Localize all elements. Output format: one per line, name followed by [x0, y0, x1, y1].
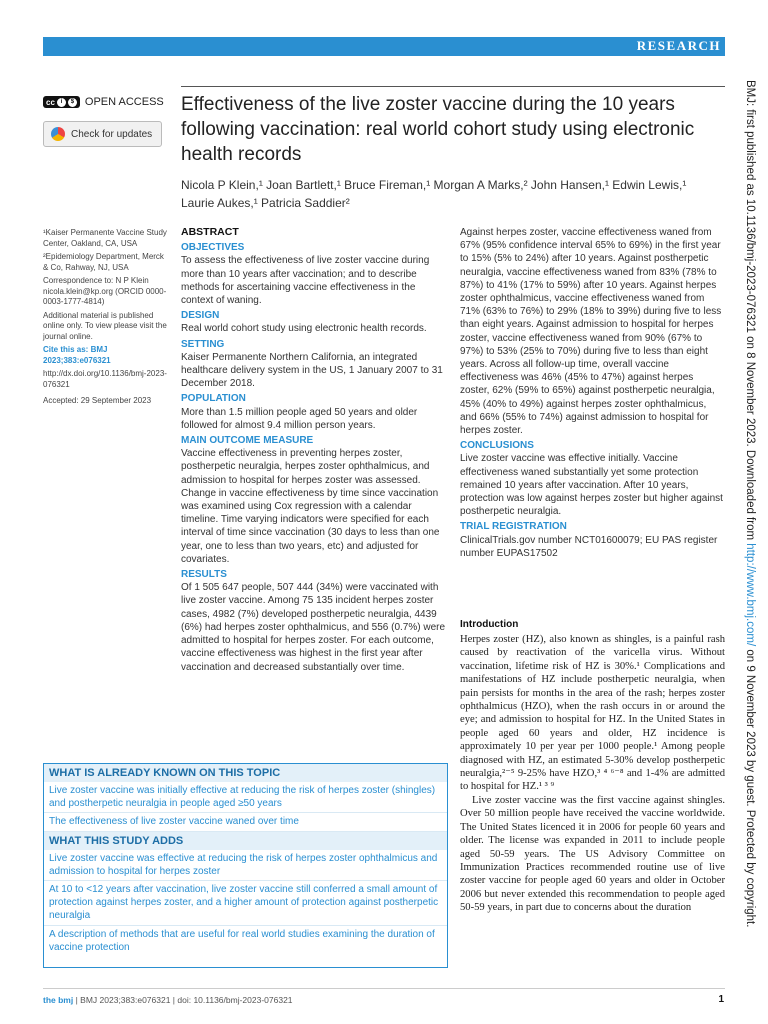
population-heading: POPULATION [181, 393, 246, 405]
vertical-text-a: BMJ: first published as 10.1136/bmj-2023-076321 on 8 November 2023. Downloaded from [744, 80, 756, 544]
open-access-label: OPEN ACCESS [84, 96, 164, 108]
correspondence: Correspondence to: N P Klein nicola.klein@kp.org (ORCID 0000-0003-1777-4814) [43, 276, 167, 306]
objectives-text: To assess the effectiveness of live zoster vaccine during more than 10 years after vaccination; and to describe methods for ascertaining vaccine effectiveness in the context of waning. [181, 255, 430, 307]
check-for-updates-button[interactable] [43, 121, 162, 147]
adds-item: A description of methods that are useful for real world studies examining the duration of vaccine protection [49, 928, 435, 953]
open-access-badge [43, 96, 164, 108]
accepted-date: Accepted: 29 September 2023 [43, 396, 152, 405]
journal-logo: the bmj [43, 995, 74, 1005]
introduction-body [460, 633, 725, 915]
footer-citation [43, 995, 293, 1005]
adds-item: Live zoster vaccine was effective at reducing the risk of herpes zoster ophthalmicus and admission to hospital for herpes zoster [44, 850, 447, 881]
bmj-link[interactable]: http://www.bmj.com/ [744, 543, 756, 647]
article-sidebar [43, 228, 168, 410]
article-title: Effectiveness of the live zoster vaccine during the 10 years following vaccination: real world cohort study using electronic health records [181, 94, 695, 165]
additional-material-note: Additional material is published online only. To view please visit the journal online. [43, 310, 167, 341]
section-banner [43, 37, 725, 56]
author-list: Nicola P Klein,¹ Joan Bartlett,¹ Bruce Fireman,¹ Morgan A Marks,² John Hansen,¹ Edwin Lewis,¹ Laurie Aukes,¹ Patricia Saddier² [181, 178, 687, 210]
doi-link[interactable]: http://dx.doi.org/10.1136/bmj-2023-076321 [43, 369, 167, 389]
introduction-heading: Introduction [460, 619, 519, 630]
results-text: Of 1 505 647 people, 507 444 (34%) were vaccinated with live zoster vaccine. Among 75 135 incident herpes zoster cases, 4982 (7%) developed postherpetic neuralgia, 4439 (6%) had herpes zoster ophthalmicus, and 556 (0.7%) were admitted to hospital for herpes zoster. For each outcome, vaccine effectiveness was highest in the first year after vaccination and decreased substantially over time. [181, 582, 446, 673]
abstract-heading: ABSTRACT [181, 226, 239, 238]
setting-heading: SETTING [181, 338, 225, 350]
design-text: Real world cohort study using electronic health records. [181, 323, 427, 335]
cite-as: Cite this as: BMJ 2023;383:e076321 [43, 345, 111, 365]
trial-registration-text: ClinicalTrials.gov number NCT01600079; EU PAS register number EUPAS17502 [460, 534, 718, 559]
results-continued: Against herpes zoster, vaccine effectiveness waned from 67% (95% confidence interval 65% to 69%) in the first year to 15% (5% to 24%) after 10 years. Against postherpetic neuralgia, vaccine effectiveness waned from 83% (78% to 87%) to 41% (17% to 59%) after 10 years. Against herpes zoster ophthalmicus, vaccine effectiveness waned from 71% (63% to 76%) to 29% (18% to 39%) during five to less than eight years. Against admission to hospital for herpes zoster, vaccine effectiveness waned from 90% (67% to 97%) to 53% (25% to 70%) during five to less than eight years. Across all follow-up time, overall vaccine effectiveness was 46% (45% to 47%) against herpes zoster, 62% (59% to 65%) against postherpetic neuralgia, 45% (40% to 49%) against herpes zoster ophthalmicus, and 66% (55% to 74%) against admission to hospital for herpes zoster. [460, 227, 722, 437]
setting-text: Kaiser Permanente Northern California, an integrated healthcare delivery system in the US, 1 January 2007 to 31 December 2018. [181, 351, 443, 390]
objectives-heading: OBJECTIVES [181, 242, 245, 254]
known-item: Live zoster vaccine was initially effective at reducing the risk of herpes zoster (shingles) and postherpetic neuralgia in people aged ≥50 years [44, 782, 447, 813]
population-text: More than 1.5 million people aged 50 years and older followed for almost 9.4 million person years. [181, 406, 418, 431]
trial-registration-heading: TRIAL REGISTRATION [460, 521, 567, 533]
summary-box [43, 763, 448, 968]
intro-paragraph-1: Herpes zoster (HZ), also known as shingles, is a painful rash caused by reactivation of the varicella virus. Without vaccination, lifetime risk of HZ is 30%.¹ Complications and manifestations of HZ include postherpetic neuralgia, when pain persists for months in the area of the rash; herpes zoster ophthalmicus (HZO), when the rash occurs in or around the eye; and admission to hospital for HZ. In the United States in people aged 60 years and older, HZ incidence is approximately 10 per year per 1000 people.¹ Among people diagnosed with HZ, an estimated 5-30% develop postherpetic neuralgia,²⁻⁵ 9-25% have HZO,³ ⁴ ⁶⁻⁸ and 1-4% are admitted to hospital for HZ.¹ ³ ⁹ [460, 634, 725, 793]
vertical-text-b: on 9 November 2023 by guest. Protected by copyright. [744, 646, 756, 928]
results-heading: RESULTS [181, 569, 227, 581]
section-label: RESEARCH [636, 38, 721, 53]
title-divider [181, 86, 725, 87]
intro-paragraph-2: Live zoster vaccine was the first vaccine against shingles. Over 50 million people have received the vaccine worldwide. The United States licenced it in 2006 for people 60 years and older. The license was expanded in 2011 to include people aged 50-59 years. The US Advisory Committee on Immunization Practices recommended routine use of live zoster vaccine for people aged 60 years and older in October 2006 but never extended this recommendation to people aged 50-59 years, in part due to concerns about the duration [460, 794, 725, 914]
outcome-heading: MAIN OUTCOME MEASURE [181, 435, 314, 447]
conclusions-text: Live zoster vaccine was effective initially. Vaccine effectiveness waned substantially yet some protection remained 10 years after vaccination. After 10 years, protection was low against herpes zoster but higher against postherpetic neuralgia. [460, 453, 723, 518]
abstract-column [181, 226, 449, 674]
abstract-column-2 [460, 226, 725, 560]
known-item: The effectiveness of live zoster vaccine waned over time [44, 813, 447, 831]
creative-commons-icon: cc i $ [43, 96, 80, 108]
footer-divider [43, 988, 725, 989]
affiliation-2: ²Epidemiology Department, Merck & Co, Rahway, NJ, USA [43, 252, 164, 272]
check-for-updates-label: Check for updates [71, 128, 153, 140]
footer-citation-text: | BMJ 2023;383:e076321 | doi: 10.1136/bmj-2023-076321 [75, 995, 293, 1005]
affiliation-1: ¹Kaiser Permanente Vaccine Study Center, Oakland, CA, USA [43, 228, 167, 248]
page-number: 1 [718, 994, 724, 1005]
vertical-copyright-text [744, 80, 756, 927]
adds-heading: WHAT THIS STUDY ADDS [44, 832, 447, 850]
crossmark-icon [51, 127, 65, 141]
design-heading: DESIGN [181, 310, 220, 322]
adds-item: At 10 to <12 years after vaccination, live zoster vaccine still conferred a small amount of protection against herpes zoster, and a higher amount of protection against postherpetic neuralgia [44, 881, 447, 926]
known-heading: WHAT IS ALREADY KNOWN ON THIS TOPIC [44, 764, 447, 782]
conclusions-heading: CONCLUSIONS [460, 440, 534, 452]
vertical-copyright-strip [742, 80, 762, 940]
outcome-text: Vaccine effectiveness in preventing herpes zoster, postherpetic neuralgia, herpes zoster ophthalmicus, and admission to hospital for herpes zoster was assessed. Change in vaccine effectiveness by time since vaccination was examined using Cox regression with a calendar timeline. Time varying indicators were specified for each interval of time since vaccination (30 days to less than one year, one to less than two years, etc) and adjusted for covariates. [181, 448, 440, 565]
